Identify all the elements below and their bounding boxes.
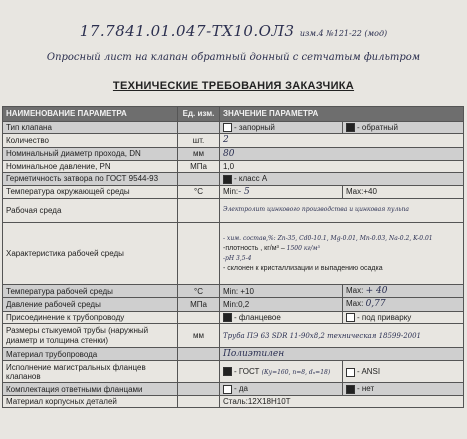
- document-subtitle: Опросный лист на клапан обратный донный с сетчатым фильтром: [46, 52, 421, 63]
- header-param: НАИМЕНОВАНИЕ ПАРАМЕТРА: [3, 107, 178, 122]
- document-number: [0, 22, 467, 40]
- table-header-row: [3, 107, 464, 122]
- row-label: Температура окружающей среды: [3, 185, 178, 198]
- row-label: Давление рабочей среды: [3, 298, 178, 311]
- row-min: [220, 185, 343, 198]
- table-row: [3, 361, 464, 383]
- row-value: 80: [220, 147, 464, 160]
- density-line: [223, 244, 460, 254]
- crystallization-line: - склонен к кристаллизации и выпадению осадка: [223, 264, 383, 272]
- row-value: [220, 223, 464, 285]
- row-label: Размеры стыкуемой трубы (наружный диаметр и толщина стенки): [3, 324, 178, 348]
- option-label: - нет: [357, 384, 375, 394]
- row-min: Min: +10: [220, 285, 343, 298]
- checkbox-check-valve[interactable]: [346, 123, 355, 132]
- table-row: [3, 395, 464, 407]
- row-label: Исполнение магистральных фланцев клапанов: [3, 361, 178, 383]
- table-row: [3, 223, 464, 285]
- table-row: [3, 383, 464, 395]
- table-row: [3, 285, 464, 298]
- row-unit: °C: [178, 285, 220, 298]
- header-value: ЗНАЧЕНИЕ ПАРАМЕТРА: [220, 107, 464, 122]
- row-label: Номинальное давление, PN: [3, 161, 178, 173]
- row-value: 1,0: [220, 161, 464, 173]
- row-label: Герметичность затвора по ГОСТ 9544-93: [3, 173, 178, 185]
- row-label: Характеристика рабочей среды: [3, 223, 178, 285]
- table-row: [3, 324, 464, 348]
- row-label: Рабочая среда: [3, 199, 178, 223]
- row-label: Количество: [3, 134, 178, 147]
- option-label: - фланцевое: [234, 312, 281, 322]
- max-value: 0,77: [365, 299, 386, 310]
- row-unit: шт.: [178, 134, 220, 147]
- option-label: - под приварку: [357, 312, 412, 322]
- option-label: - ANSI: [357, 367, 381, 377]
- chem-composition: - хим. состав,%: Zn-35, Cd0-10.1, Mg-0.01, Mn-0.03, Na-0.2, K-0.01: [223, 234, 433, 242]
- row-label: Температура рабочей среды: [3, 285, 178, 298]
- row-value: Полиэтилен: [220, 348, 464, 361]
- header-unit: Ед. изм.: [178, 107, 220, 122]
- checkbox-gost[interactable]: [223, 367, 232, 376]
- table-row: [3, 185, 464, 198]
- checkbox-ansi[interactable]: [346, 368, 355, 377]
- row-value: Труба ПЭ 63 SDR 11-90х8,2 техническая 18599-2001: [220, 324, 464, 348]
- document-code: 17.7841.01.047-ТХ10.ОЛ3: [79, 22, 295, 40]
- row-label: Материал трубопровода: [3, 348, 178, 361]
- row-value: 2: [220, 134, 464, 147]
- option-label: - ГОСТ: [234, 366, 260, 376]
- table-row: [3, 134, 464, 147]
- option-label: - класс А: [234, 174, 268, 184]
- row-label: Номинальный диаметр прохода, DN: [3, 147, 178, 160]
- row-unit: °C: [178, 185, 220, 198]
- min-value: - 5: [238, 186, 250, 197]
- row-value: Электролит цинкового производства и цинковая пульпа: [220, 199, 464, 223]
- option-label: - обратный: [357, 123, 398, 132]
- table-row: [3, 348, 464, 361]
- checkbox-shutoff[interactable]: [223, 123, 232, 132]
- ph-line: -pH 3,5-4: [223, 254, 252, 262]
- table-row: [3, 173, 464, 185]
- table-row: [3, 199, 464, 223]
- table-row: [3, 147, 464, 160]
- density-value: 1500 кг/м³: [286, 244, 320, 252]
- row-label: Комплектация ответными фланцами: [3, 383, 178, 395]
- row-label: Тип клапана: [3, 122, 178, 134]
- row-max: [343, 285, 464, 298]
- min-label: Min:: [223, 186, 239, 196]
- row-min: Min:0,2: [220, 298, 343, 311]
- max-label: Max:: [346, 286, 364, 295]
- row-value: Сталь:12Х18Н10Т: [220, 395, 464, 407]
- row-unit: МПа: [178, 161, 220, 173]
- checkbox-yes[interactable]: [223, 385, 232, 394]
- row-unit: мм: [178, 324, 220, 348]
- row-max: [343, 298, 464, 311]
- gost-note: (Ку=160, n=8, dₙ=18): [261, 368, 331, 376]
- checkbox-class-a[interactable]: [223, 175, 232, 184]
- checkbox-flanged[interactable]: [223, 313, 232, 322]
- table-row: [3, 311, 464, 323]
- table-row: [3, 161, 464, 173]
- row-unit: МПа: [178, 298, 220, 311]
- table-row: [3, 122, 464, 134]
- max-label: Max:: [346, 299, 364, 309]
- option-label: - запорный: [234, 123, 275, 132]
- density-label: -плотность , кг/м³ –: [223, 244, 285, 252]
- row-unit: мм: [178, 147, 220, 160]
- revision-note: изм.4 №121-22 (мод): [299, 29, 388, 38]
- requirements-table: [2, 106, 464, 408]
- option-label: - да: [234, 384, 249, 394]
- row-max: Max:+40: [343, 185, 464, 198]
- checkbox-no[interactable]: [346, 385, 355, 394]
- checkbox-welded[interactable]: [346, 313, 355, 322]
- row-label: Присоединение к трубопроводу: [3, 311, 178, 323]
- row-label: Материал корпусных деталей: [3, 395, 178, 407]
- table-row: [3, 298, 464, 311]
- section-title: ТЕХНИЧЕСКИЕ ТРЕБОВАНИЯ ЗАКАЗЧИКА: [112, 80, 355, 92]
- max-value: + 40: [365, 286, 388, 296]
